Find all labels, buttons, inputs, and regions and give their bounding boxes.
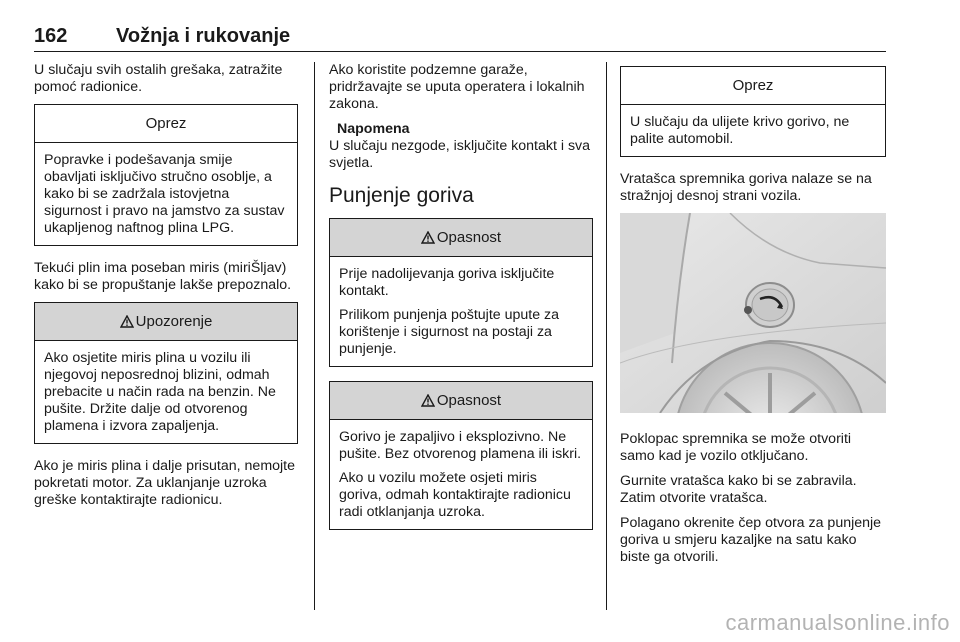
caution-box-text: Popravke i podešavanja smije obavljati isključivo stručno osoblje, a kako bi se zadržala istovjetna sigurnost i pravo na jamstvo za sustav ukapljenog naftnog plina LPG. [44,152,285,236]
danger-box-header [330,219,592,257]
warning-box-title: Upozorenje [135,313,213,330]
page-number: 162 [34,25,68,47]
paragraph-garages: Ako koristite podzemne garaže, pridržavajte se uputa operatera i lokalnih zakona. [329,62,585,112]
caution-box-repairs [34,104,298,246]
column-left [34,62,298,517]
page-header [34,22,886,52]
watermark: carmanualsonline.info [725,610,950,635]
danger-box-text-1: Gorivo je zapaljivo i eksplozivno. Ne pušite. Bez otvorenog plamena ili iskri. [339,429,582,462]
chapter-title: Vožnja i rukovanje [116,25,291,47]
note-text: U slučaju nezgode, isključite kontakt i sva svjetla. [329,138,591,171]
danger-box-ignition [329,218,593,367]
paragraph-unlock: Poklopac spremnika se može otvoriti samo kad je vozilo otključano. [620,431,852,464]
danger-box-text-2: Prilikom punjenja poštujte upute za korištenje i sigurnost na postaji za punjenje. [339,307,560,357]
danger-box-text-1: Prije nadolijevanja goriva isključite kontakt. [339,266,555,299]
caution-box-text: U slučaju da ulijete krivo gorivo, ne palite automobil. [630,114,850,147]
paragraph-gas-smell: Tekući plin ima poseban miris (miriŠljav) kako bi se propuštanje lakše prepoznalo. [34,260,292,293]
paragraph-fuel-door-location: Vratašca spremnika goriva nalaze se na stražnjoj desnoj strani vozila. [620,171,872,204]
section-title-refuelling: Punjenje goriva [329,184,474,207]
danger-box-title: Opasnost [436,392,502,409]
danger-box-header [330,382,592,420]
paragraph-other-faults: U slučaju svih ostalih grešaka, zatražite pomoć radionice. [34,62,283,95]
warning-triangle-icon [421,231,435,244]
danger-box-text-2: Ako u vozilu možete osjeti miris goriva, odmah kontaktirajte radionicu radi otklanjanja uzroka. [339,470,571,520]
warning-box-header [35,303,297,341]
column-divider-1 [314,62,315,610]
column-middle [329,62,593,544]
warning-box-text: Ako osjetite miris plina u vozilu ili njegovoj neposrednoj blizini, odmah prebacite u način rada na benzin. Ne pušite. Držite dalje od otvorenog plamena i izvora zapaljenja. [44,350,276,434]
paragraph-push-door: Gurnite vratašca kako bi se zabravila. Zatim otvorite vratašca. [620,473,857,506]
caution-box-title: Oprez [35,105,297,143]
warning-box-gas [34,302,298,444]
danger-box-title: Opasnost [436,229,502,246]
warning-triangle-icon [120,315,134,328]
danger-box-flammable [329,381,593,530]
fuel-filler-door-illustration [620,213,886,413]
column-divider-2 [606,62,607,610]
column-right [620,62,886,574]
paragraph-turn-cap: Polagano okrenite čep otvora za punjenje goriva u smjeru kazaljke na satu kako biste ga otvorili. [620,515,882,565]
note-label: Napomena [337,121,410,137]
caution-box-title: Oprez [621,67,885,105]
paragraph-persistent-smell: Ako je miris plina i dalje prisutan, nemojte pokretati motor. Za uklanjanje uzroka greške kontaktirajte radionicu. [34,458,296,508]
warning-triangle-icon [421,394,435,407]
caution-box-wrong-fuel [620,66,886,157]
